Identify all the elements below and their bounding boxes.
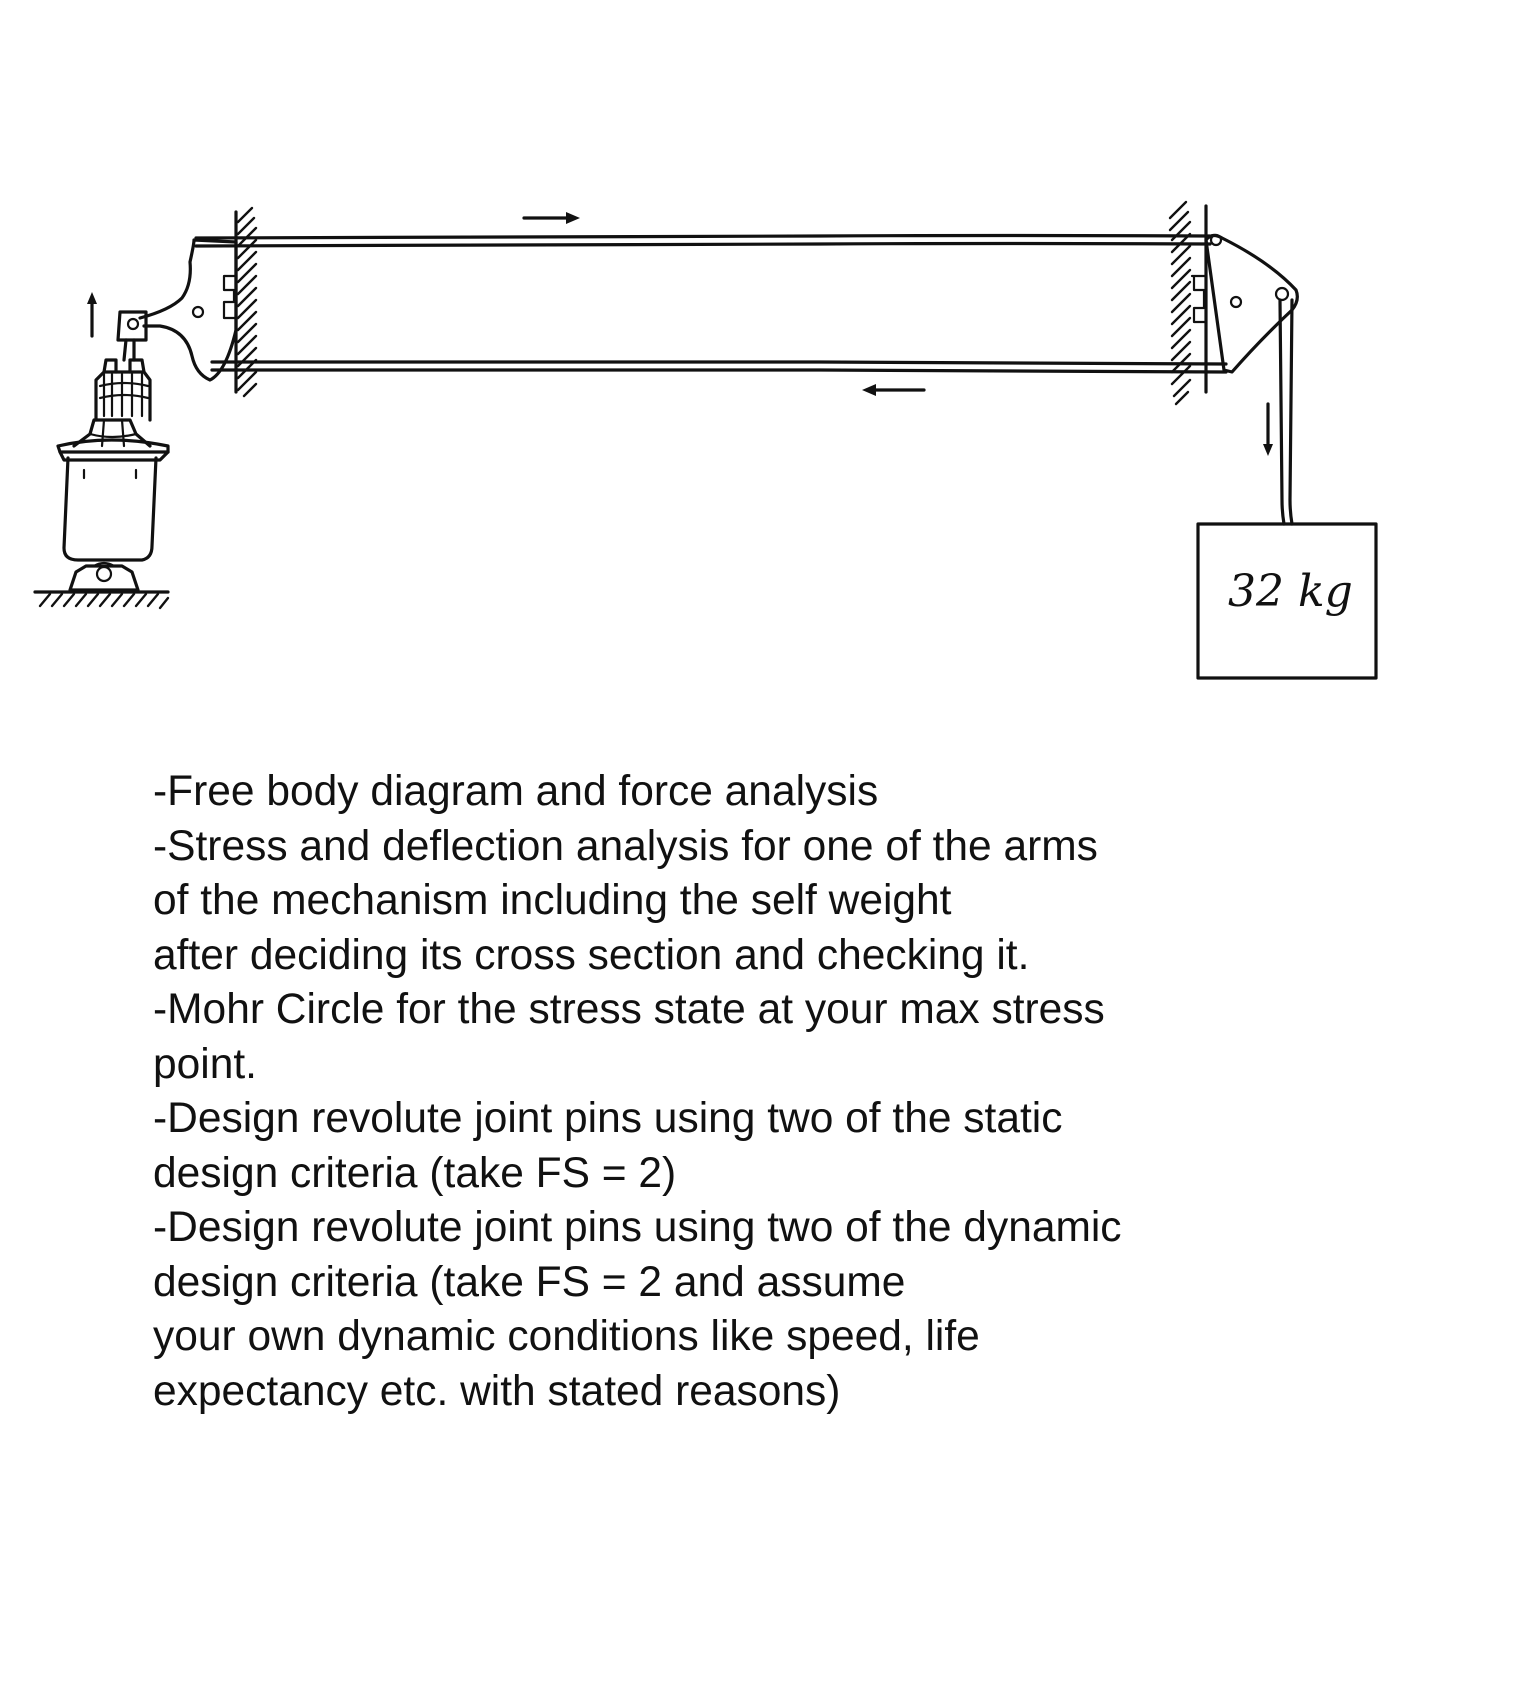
requirement-line: -Mohr Circle for the stress state at your max stress	[153, 986, 1105, 1033]
actuator	[58, 312, 168, 590]
hanging-mass	[1198, 524, 1376, 678]
requirement-line: point.	[153, 1040, 257, 1088]
right-wall-support	[1170, 202, 1206, 404]
requirement-line: of the mechanism including the self weight	[153, 877, 952, 924]
ground-support	[35, 592, 168, 608]
mass-label: 32 kg	[1228, 566, 1353, 617]
requirement-line: -Design revolute joint pins using two of the static	[153, 1095, 1063, 1142]
right-triangle-link	[1206, 235, 1297, 372]
requirement-line: after deciding its cross section and checking it.	[153, 931, 1030, 979]
requirement-line: expectancy etc. with stated reasons)	[153, 1367, 841, 1415]
requirement-line: -Free body diagram and force analysis	[153, 768, 879, 815]
lower-arm-direction-arrow	[862, 384, 924, 396]
requirement-line: design criteria (take FS = 2 and assume	[153, 1258, 906, 1306]
left-crank	[140, 240, 236, 380]
actuator-force-arrow	[87, 292, 97, 336]
cable	[1280, 300, 1292, 524]
upper-arm-direction-arrow	[524, 212, 580, 224]
requirements-list	[153, 765, 1403, 1419]
requirement-line: -Design revolute joint pins using two of the dynamic	[153, 1204, 1122, 1251]
mechanism-diagram	[0, 0, 1519, 700]
requirement-line: -Stress and deflection analysis for one of the arms	[153, 822, 1098, 870]
left-wall-support	[236, 208, 256, 396]
load-force-arrow	[1263, 404, 1273, 456]
requirement-line: your own dynamic conditions like speed, life	[153, 1313, 980, 1360]
lower-arm	[212, 362, 1226, 372]
upper-arm	[196, 236, 1210, 247]
requirement-line: design criteria (take FS = 2)	[153, 1149, 677, 1197]
